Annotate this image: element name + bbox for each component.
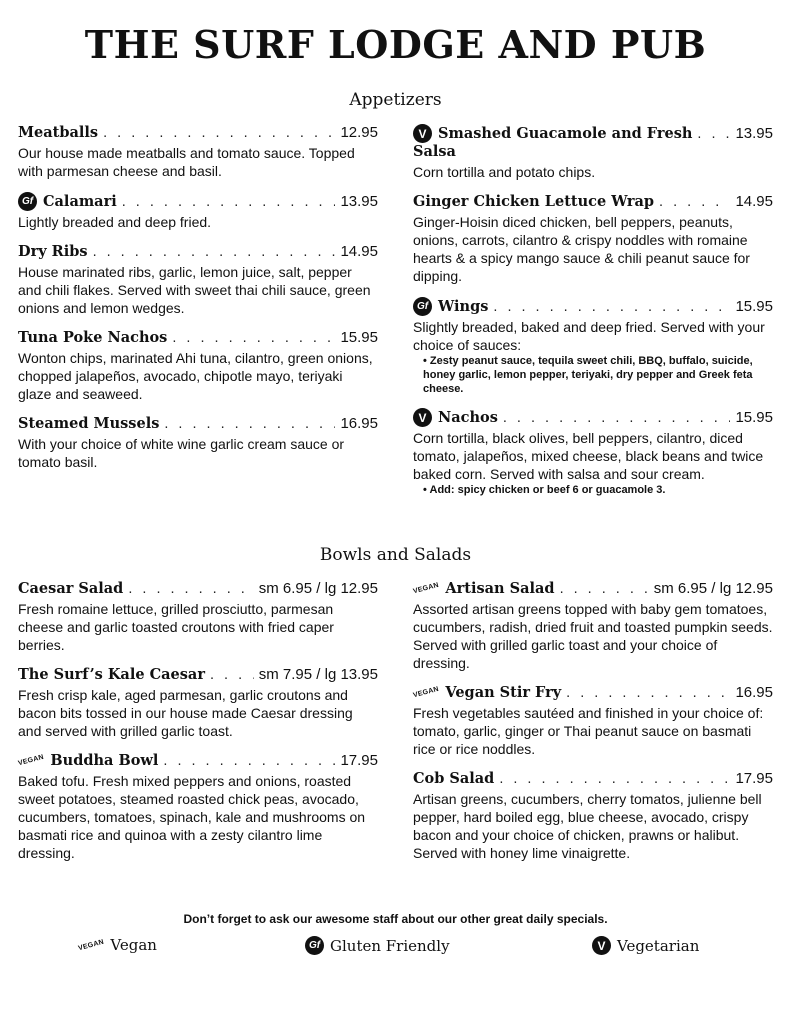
menu-item-header [18, 192, 378, 211]
menu-item-price: 15.95 [735, 409, 773, 426]
menu-item-description: House marinated ribs, garlic, lemon juice, salt, pepper and chili flakes. Served with sweet thai chili sauce, green onions and lemon wedges. [18, 264, 371, 316]
menu-item [413, 770, 773, 862]
leader-dots [566, 684, 730, 702]
vegan-icon: VEGAN [17, 753, 45, 768]
vegetarian-icon: V [413, 408, 432, 427]
menu-item-header [18, 752, 378, 770]
menu-item-name-wrap [413, 193, 654, 211]
leader-dots [172, 329, 335, 347]
legend-vegetarian-label: Vegetarian [617, 936, 700, 955]
menu-item-header [413, 770, 773, 788]
menu-item-description: Fresh romaine lettuce, grilled prosciutto, parmesan cheese and garlic toasted croutons with fried caper berries. [18, 601, 334, 653]
menu-item [18, 752, 378, 862]
appetizers-right-column [413, 124, 773, 509]
menu-item-name-line2: Salsa [413, 143, 456, 160]
menu-item-note: • Add: spicy chicken or beef 6 or guacamole 3. [423, 484, 666, 496]
menu-item [18, 124, 378, 180]
menu-item [18, 666, 378, 740]
vegan-icon: VEGAN [77, 938, 105, 952]
leader-dots [164, 415, 335, 433]
menu-item-name: Steamed Mussels [18, 415, 160, 432]
menu-item-name: Vegan Stir Fry [445, 684, 562, 701]
menu-item-name: Ginger Chicken Lettuce Wrap [413, 193, 655, 210]
menu-item [413, 193, 773, 285]
menu-item-name-wrap [18, 192, 117, 211]
menu-item-price: 12.95 [340, 124, 378, 141]
menu-item-description: Corn tortilla and potato chips. [413, 164, 596, 180]
leader-dots [122, 193, 336, 211]
menu-item [18, 329, 378, 403]
menu-item-name: Artisan Salad [445, 580, 555, 597]
leader-dots [210, 666, 254, 684]
menu-item [18, 415, 378, 471]
menu-item-price: 16.95 [340, 415, 378, 432]
section-title-appetizers: Appetizers [349, 90, 442, 110]
gluten-friendly-icon: Gf [18, 192, 37, 211]
menu-item [18, 580, 378, 654]
menu-item-name-wrap [18, 415, 159, 433]
vegetarian-icon: V [592, 936, 611, 955]
specials-note: Don’t forget to ask our awesome staff about our other great daily specials. [183, 912, 608, 926]
menu-item-description: Lightly breaded and deep fried. [18, 214, 212, 230]
menu-item-price: 15.95 [735, 298, 773, 315]
menu-item-name-wrap [413, 297, 488, 316]
menu-item-name: Tuna Poke Nachos [18, 329, 168, 346]
menu-item-price: 17.95 [735, 770, 773, 787]
menu-item-name: Cob Salad [413, 770, 495, 787]
menu-item [18, 243, 378, 317]
menu-item-name-wrap [18, 243, 88, 261]
menu-item-header [413, 193, 773, 211]
menu-item [413, 684, 773, 758]
menu-item-header [413, 580, 773, 598]
menu-item-price: 16.95 [735, 684, 773, 701]
bowls-right-column [413, 580, 773, 874]
appetizers-left-column [18, 124, 378, 483]
menu-item-name: Wings [438, 297, 489, 315]
menu-item-name: Dry Ribs [18, 243, 88, 260]
legend-vegan [78, 936, 157, 954]
menu-item-header [18, 415, 378, 433]
leader-dots [503, 409, 731, 427]
menu-item-price: 17.95 [340, 752, 378, 769]
leader-dots [560, 580, 649, 598]
menu-item-name-wrap [413, 580, 555, 598]
menu-item [413, 408, 773, 497]
menu-item-header [18, 329, 378, 347]
menu-item-description: Fresh crisp kale, aged parmesan, garlic croutons and bacon bits tossed in our house made Caesar dressing and served with grilled garlic toast. [18, 687, 353, 739]
menu-item-price: 13.95 [340, 193, 378, 210]
menu-item-description: Baked tofu. Fresh mixed peppers and onions, roasted sweet potatoes, steamed roasted chick peas, avocado, cucumbers, tomatoes, spinach, kale and mushrooms on basmati rice and quinoa with a zesty cilantro lime dressing. [18, 773, 366, 861]
menu-item [413, 580, 773, 672]
vegan-icon: VEGAN [412, 581, 440, 596]
menu-item-name: Smashed Guacamole and Fresh [438, 124, 693, 142]
menu-item-name-wrap [413, 770, 494, 788]
leader-dots [103, 124, 335, 142]
menu-item-price: 15.95 [340, 329, 378, 346]
vegetarian-icon: V [413, 124, 432, 143]
legend-vegetarian [592, 936, 699, 955]
menu-item [18, 192, 378, 231]
menu-item-name-wrap [413, 684, 561, 702]
menu-item-description: With your choice of white wine garlic cream sauce or tomato basil. [18, 436, 345, 470]
bowls-left-column [18, 580, 378, 874]
menu-item-name: Buddha Bowl [50, 752, 159, 769]
vegan-icon: VEGAN [412, 685, 440, 700]
menu-title: THE SURF LODGE AND PUB [84, 22, 707, 67]
leader-dots [659, 193, 730, 211]
menu-item-header [18, 580, 378, 598]
menu-item-price: 14.95 [340, 243, 378, 260]
menu-item-description: Slightly breaded, baked and deep fried. Served with your choice of sauces: [413, 319, 765, 353]
menu-item-price: sm 7.95 / lg 13.95 [258, 666, 378, 683]
menu-item-header [18, 666, 378, 684]
section-title-bowls-and-salads: Bowls and Salads [319, 545, 472, 565]
legend-gluten-friendly-label: Gluten Friendly [330, 936, 450, 955]
menu-item-name-wrap [18, 329, 167, 347]
menu-item-header [413, 684, 773, 702]
menu-item-price: 13.95 [735, 125, 773, 142]
legend-gluten-friendly [305, 936, 450, 955]
gluten-friendly-icon: Gf [413, 297, 432, 316]
legend-vegan-label: Vegan [110, 936, 157, 954]
menu-item-header [413, 297, 773, 316]
leader-dots [697, 125, 730, 143]
menu-item [413, 124, 773, 181]
menu-item-description: Ginger-Hoisin diced chicken, bell peppers, peanuts, onions, carrots, cilantro & crispy noddles with romaine hearts & a spicy mango sauce & chili peanut sauce for dipping. [413, 214, 750, 284]
menu-item-name-wrap [18, 752, 158, 770]
menu-item-name-wrap [18, 666, 205, 684]
menu-item-name: Meatballs [18, 124, 99, 141]
leader-dots [493, 298, 730, 316]
menu-item-header [18, 124, 378, 142]
menu-item-header [413, 124, 773, 143]
menu-item-note: • Zesty peanut sauce, tequila sweet chili, BBQ, buffalo, suicide, honey garlic, lemon pepper, teriyaki, dry pepper and Greek feta cheese. [423, 355, 753, 395]
menu-item-name: The Surf’s Kale Caesar [18, 666, 205, 683]
menu-item-description: Corn tortilla, black olives, bell peppers, cilantro, diced tomato, jalapeños, mixed cheese, black beans and twice baked corn. Served with salsa and sour cream. [413, 430, 764, 482]
leader-dots [163, 752, 335, 770]
menu-item-description: Our house made meatballs and tomato sauce. Topped with parmesan cheese and basil. [18, 145, 355, 179]
menu-item-description: Assorted artisan greens topped with baby gem tomatoes, cucumbers, radish, dried fruit and toasted pumpkin seeds. Served with grilled garlic toast and your choice of dressing. [413, 601, 773, 671]
menu-item-description: Wonton chips, marinated Ahi tuna, cilantro, green onions, chopped jalapeños, avocado, chipotle mayo, teriyaki glaze and seaweed. [18, 350, 373, 402]
menu-item [413, 297, 773, 396]
menu-item-price: sm 6.95 / lg 12.95 [258, 580, 378, 597]
leader-dots [93, 243, 336, 261]
menu-item-price: sm 6.95 / lg 12.95 [653, 580, 773, 597]
menu-item-description: Artisan greens, cucumbers, cherry tomatos, julienne bell pepper, hard boiled egg, blue cheese, avocado, crispy bacon and your choice of chicken, prawns or halibut. Served with honey lime vinaigrette. [413, 791, 762, 861]
menu-item-description: Fresh vegetables sautéed and finished in your choice of: tomato, garlic, ginger or Thai peanut sauce on basmati rice or rice noddles. [413, 705, 764, 757]
leader-dots [499, 770, 730, 788]
menu-item-name: Calamari [43, 192, 117, 210]
menu-item-name: Nachos [438, 408, 498, 426]
gluten-friendly-icon: Gf [305, 936, 324, 955]
menu-item-name-wrap [18, 124, 98, 142]
menu-item-header [18, 243, 378, 261]
menu-item-name-wrap [413, 124, 692, 143]
menu-item-name-wrap [18, 580, 123, 598]
menu-item-name: Caesar Salad [18, 580, 124, 597]
menu-item-price: 14.95 [735, 193, 773, 210]
leader-dots [128, 580, 253, 598]
menu-item-name-wrap [413, 408, 498, 427]
menu-item-header [413, 408, 773, 427]
